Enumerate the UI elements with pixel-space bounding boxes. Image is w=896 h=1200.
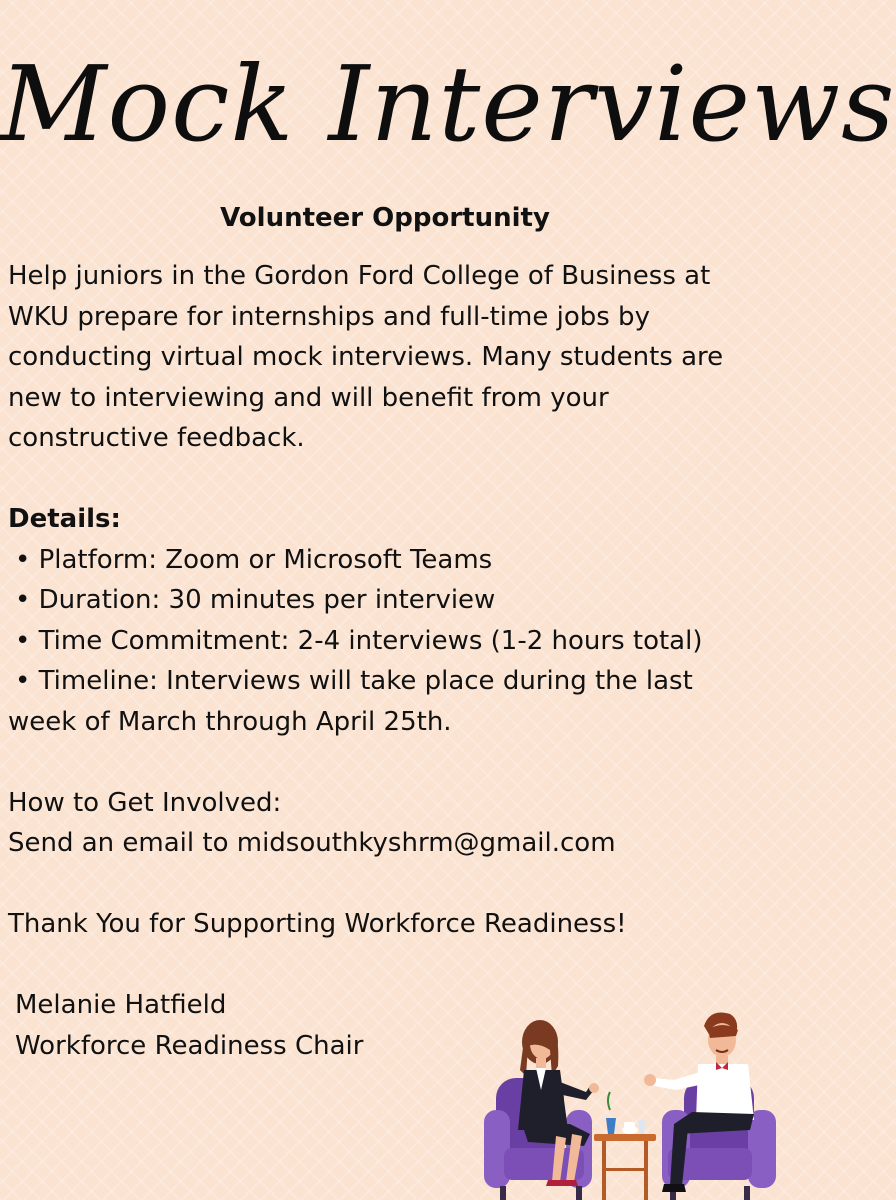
detail-commitment: • Time Commitment: 2-4 interviews (1-2 hours total) [15, 625, 703, 656]
intro-paragraph: Help juniors in the Gordon Ford College of Business at WKU prepare for internships and full-time jobs by conducting virtual mock interviews. Many students are new to interviewing and will benefit from your constructive feedback. [8, 261, 724, 453]
coffee-table-icon [594, 1092, 656, 1200]
signature-name: Melanie Hatfield [15, 990, 227, 1020]
involve-email-line: Send an email to midsouthkyshrm@gmail.com [8, 828, 616, 858]
page-title: Mock Interviews [0, 43, 896, 165]
signature-role: Workforce Readiness Chair [15, 1030, 364, 1061]
detail-platform: • Platform: Zoom or Microsoft Teams [15, 544, 493, 575]
detail-duration: • Duration: 30 minutes per interview [15, 585, 496, 615]
interview-illustration [478, 1000, 776, 1200]
page-subtitle: Volunteer Opportunity [220, 203, 550, 233]
content [8, 256, 768, 1066]
detail-timeline-continued: week of March through April 25th. [8, 706, 452, 737]
detail-timeline: • Timeline: Interviews will take place during the last [15, 666, 693, 696]
details-heading: Details: [8, 504, 121, 534]
involve-heading: How to Get Involved: [8, 787, 282, 818]
thanks-line: Thank You for Supporting Workforce Readiness! [8, 909, 627, 939]
